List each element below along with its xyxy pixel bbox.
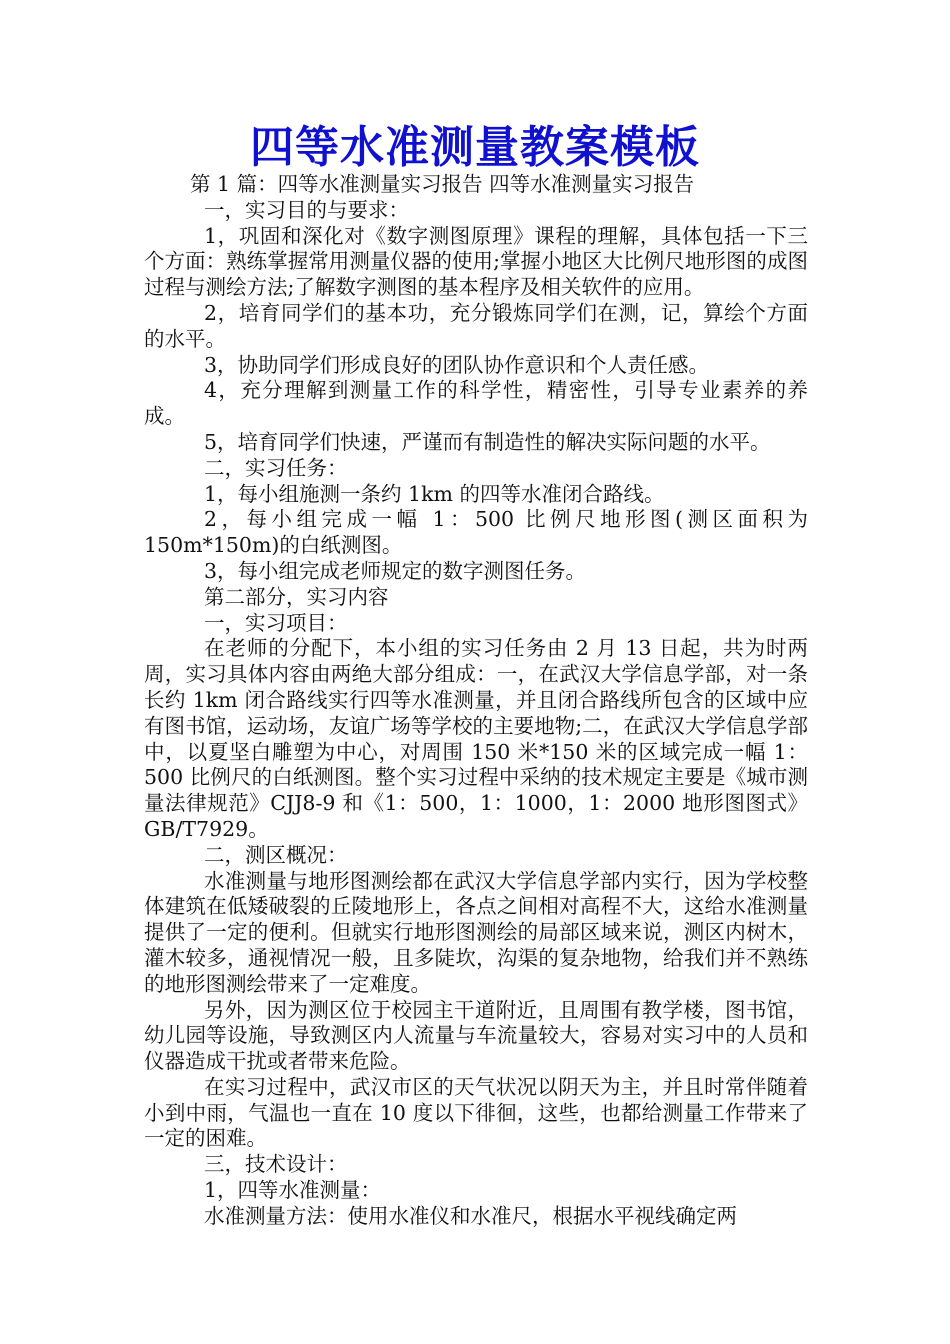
document-title: 四等水准测量教案模板 xyxy=(250,122,700,173)
paragraph: 2，每小组完成一幅 1：500 比例尺地形图(测区面积为150m*150m)的白纸测图。 xyxy=(144,507,808,558)
paragraph: 水准测量与地形图测绘都在武汉大学信息学部内实行，因为学校整体建筑在低矮破裂的丘陵地形上，各点之间相对高程不大，这给水准测量提供了一定的便利。但就实行地形图测绘的局部区域来说，测区内树木，灌木较多，通视情况一般，且多陡坎，沟渠的复杂地物，给我们并不熟练的地形图测绘带来了一定难度。 xyxy=(144,868,808,996)
paragraph: 3，协助同学们形成良好的团队协作意识和个人责任感。 xyxy=(204,352,710,377)
paragraph: 水准测量方法：使用水准仪和水准尺，根据水平视线确定两 xyxy=(204,1203,737,1228)
paragraph: 1，巩固和深化对《数字测图原理》课程的理解，具体包括一下三个方面：熟练掌握常用测量仪器的使用;掌握小地区大比例尺地形图的成图过程与测绘方法;了解数字测图的基本程序及相关软件的应用。 xyxy=(144,223,808,300)
document-body xyxy=(144,172,808,1230)
paragraph: 第 1 篇：四等水准测量实习报告 四等水准测量实习报告 xyxy=(190,172,695,196)
paragraph: 1，每小组施测一条约 1km 的四等水准闭合路线。 xyxy=(204,481,665,506)
paragraph: 二，测区概况： xyxy=(204,842,348,867)
paragraph: 在老师的分配下，本小组的实习任务由 2 月 13 日起，共为时两周，实习具体内容由两绝大部分组成：一，在武汉大学信息学部，对一条长约 1km 闭合路线实行四等水准测量，并且闭合路线所包含的区域中应有图书馆，运动场，友谊广场等学校的主要地物;二，在武汉大学信息学部中，以夏坚白雕塑为中心，对周围 150 米*150 米的区域完成一幅 1：500 比例尺的白纸测图。整个实习过程中采纳的技术规定主要是《城市测量法律规范》CJJ8-9 和《1：500，1：1000，1：2000 地形图图式》GB/T7929。 xyxy=(144,636,808,841)
paragraph: 2，培育同学们的基本功，充分锻炼同学们在测，记，算绘个方面的水平。 xyxy=(144,300,808,351)
paragraph: 5，培育同学们快速，严谨而有制造性的解决实际问题的水平。 xyxy=(204,429,771,454)
paragraph: 在实习过程中，武汉市区的天气状况以阴天为主，并且时常伴随着小到中雨，气温也一直在 10 度以下徘徊，这些，也都给测量工作带来了一定的困难。 xyxy=(144,1074,808,1151)
paragraph: 另外，因为测区位于校园主干道附近，且周围有教学楼，图书馆，幼儿园等设施，导致测区内人流量与车流量较大，容易对实习中的人员和仪器造成干扰或者带来危险。 xyxy=(144,997,808,1074)
paragraph: 二，实习任务： xyxy=(204,455,348,480)
paragraph: 4，充分理解到测量工作的科学性，精密性，引导专业素养的养成。 xyxy=(144,378,808,429)
paragraph: 一，实习目的与要求： xyxy=(204,197,409,222)
paragraph: 第二部分，实习内容 xyxy=(204,584,389,609)
paragraph: 3，每小组完成老师规定的数字测图任务。 xyxy=(204,558,587,583)
paragraph: 1，四等水准测量： xyxy=(204,1178,382,1203)
paragraph: 三，技术设计： xyxy=(204,1152,348,1177)
paragraph: 一，实习项目： xyxy=(204,610,348,635)
